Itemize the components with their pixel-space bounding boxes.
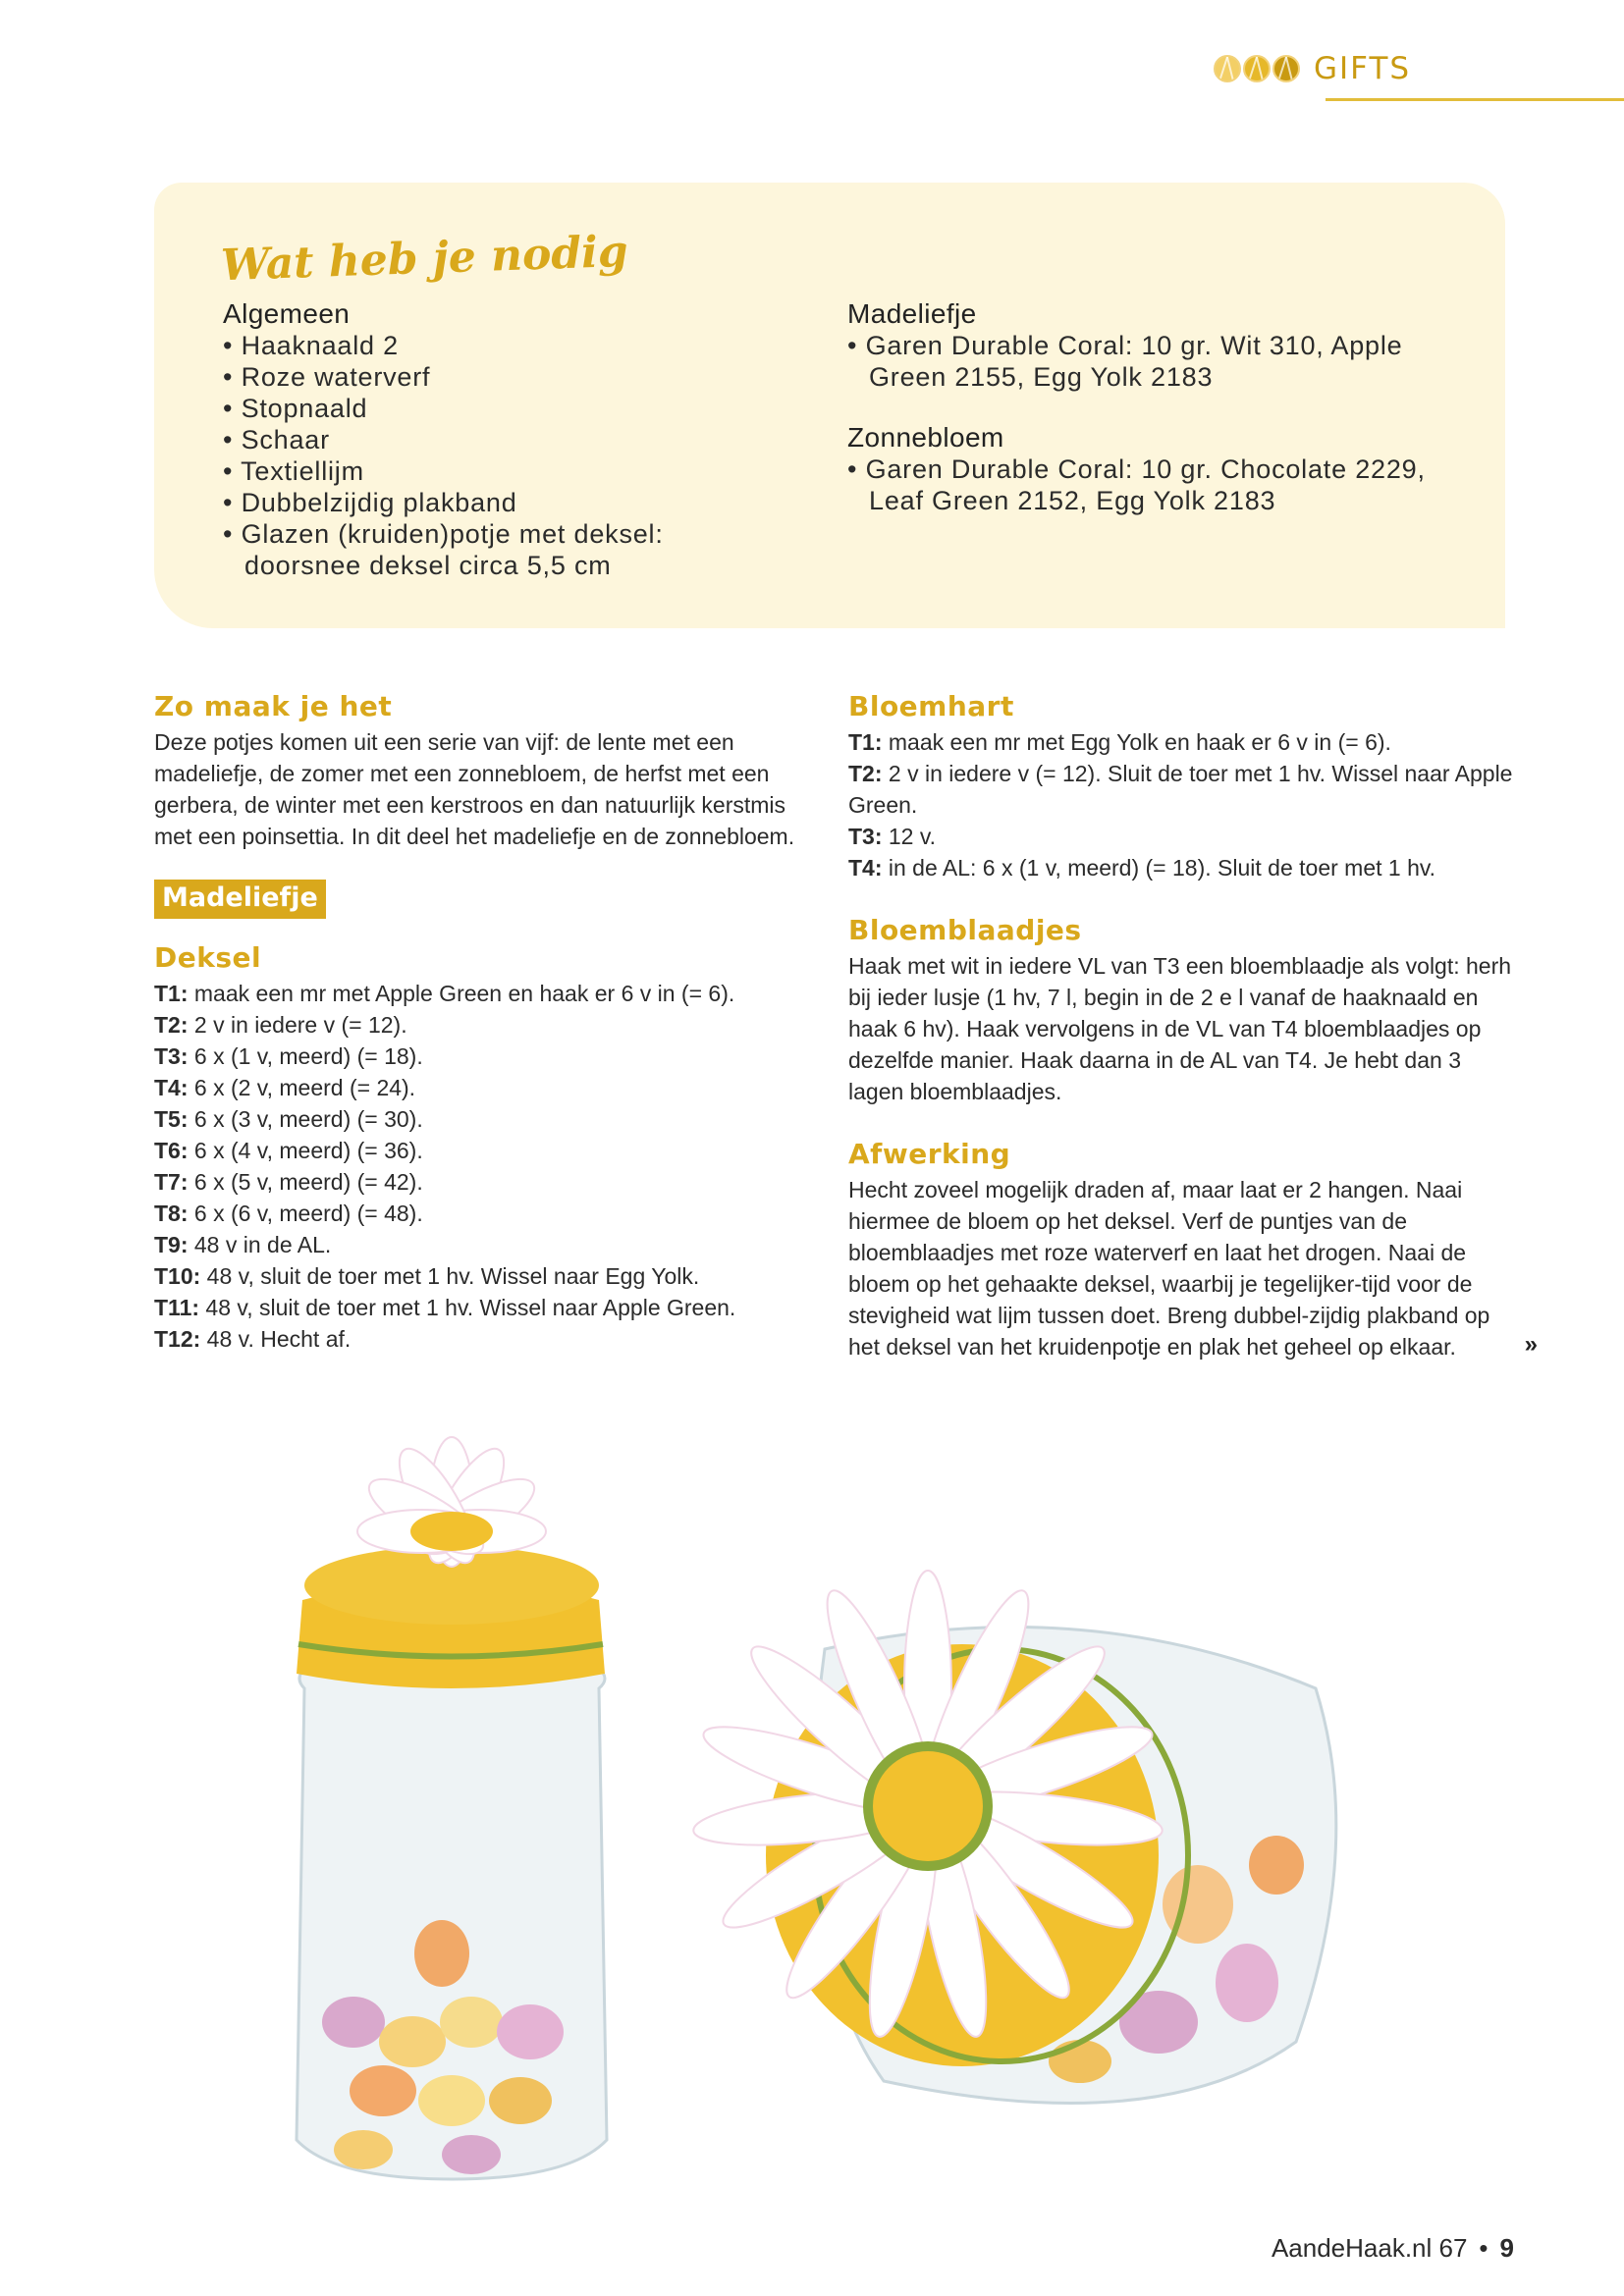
materials-zonnebloem-heading: Zonnebloem: [847, 422, 1004, 453]
materials-item: • Schaar: [223, 424, 733, 455]
materials-item: • Glazen (kruiden)potje met deksel: doorsnee deksel circa 5,5 cm: [223, 518, 733, 581]
jar-photo: [275, 1433, 1571, 2199]
round-label: T1:: [154, 981, 189, 1006]
bloemblaadjes-text: Haak met wit in iedere VL van T3 een bloemblaadje als volgt: herh bij ieder lusje (1 hv, 7 l, begin in de 2 e l vanaf de haaknaald en haak 6 hv). Haak vervolgens in de VL van T4 bloemblaadjes op dezelfde manier. Haak daarna in de AL van T4. Je hebt dan 3 lagen bloemblaadjes.: [848, 953, 1512, 1104]
round-label: T8:: [154, 1201, 189, 1226]
round-label: T4:: [848, 855, 883, 881]
round-text: in de AL: 6 x (1 v, meerd) (= 18). Sluit de toer met 1 hv.: [882, 855, 1436, 881]
round-label: T9:: [154, 1232, 189, 1257]
page-number: 9: [1499, 2233, 1514, 2263]
materials-box: [154, 183, 1505, 628]
round-row: [154, 1260, 822, 1292]
materials-general: [223, 298, 733, 581]
footer-site: AandeHaak.nl 67: [1271, 2233, 1468, 2263]
continue-icon: »: [1524, 1331, 1538, 1358]
materials-item: • Stopnaald: [223, 393, 733, 424]
round-label: T10:: [154, 1263, 201, 1289]
afwerking-text: Hecht zoveel mogelijk draden af, maar laat er 2 hangen. Naai hiermee de bloem op het deksel. Verf de puntjes van de bloemblaadjes met roze waterverf en laat het drogen. Naai de bloem op het gehaakte deksel, waarbij je tegelijker-tijd voor de stevigheid wat lijm tussen doet. Breng dubbel-zijdig plakband op het deksel van het kruidenpotje en plak het geheel op elkaar.: [848, 1177, 1490, 1360]
round-row: [154, 1009, 822, 1041]
round-row: [154, 978, 822, 1009]
round-label: T5:: [154, 1106, 189, 1132]
materials-item: • Garen Durable Coral: 10 gr. Wit 310, Apple Green 2155, Egg Yolk 2183: [847, 330, 1456, 393]
left-column: [154, 687, 822, 1355]
materials-item: • Roze waterverf: [223, 361, 733, 393]
round-text: 6 x (3 v, meerd) (= 30).: [188, 1106, 423, 1132]
round-text: 6 x (6 v, meerd) (= 48).: [188, 1201, 423, 1226]
madeliefje-badge: Madeliefje: [154, 880, 326, 919]
round-label: T12:: [154, 1326, 201, 1352]
round-row: [154, 1103, 822, 1135]
round-text: 48 v. Hecht af.: [200, 1326, 352, 1352]
yarn-ball-icon: [1214, 55, 1241, 82]
round-label: T3:: [848, 824, 883, 849]
round-row: [154, 1135, 822, 1166]
tilted-jar: [691, 1571, 1336, 2104]
round-text: 2 v in iedere v (= 12). Sluit de toer met 1 hv. Wissel naar Apple Green.: [848, 761, 1513, 818]
round-label: T7:: [154, 1169, 189, 1195]
round-row: [154, 1292, 822, 1323]
round-row: [154, 1323, 822, 1355]
materials-item: • Textiellijm: [223, 455, 733, 487]
materials-title: Wat heb je nodig: [220, 226, 629, 292]
afwerking-block: [848, 1174, 1538, 1362]
round-row: [848, 726, 1516, 758]
intro-text: Deze potjes komen uit een serie van vijf: de lente met een madeliefje, de zomer met een zonnebloem, de herfst met een gerbera, de winter met een kerstroos en dan natuurlijk kerstmis met een poinsettia. In dit deel het madeliefje en de zonnebloem.: [154, 729, 795, 849]
bloemhart-heading: Bloemhart: [848, 690, 1014, 722]
footer-separator: •: [1479, 2233, 1489, 2263]
deksel-rows: [154, 978, 822, 1355]
materials-yarn: [847, 298, 1456, 516]
round-label: T11:: [154, 1295, 200, 1320]
upright-jar: [297, 1437, 607, 2179]
materials-madeliefje-heading: Madeliefje: [847, 298, 977, 329]
round-label: T3:: [154, 1043, 189, 1069]
round-label: T4:: [154, 1075, 189, 1100]
section-label: GIFTS: [1314, 51, 1412, 86]
page-footer: [1272, 2233, 1514, 2264]
round-row: [154, 1072, 822, 1103]
header-rule: [1326, 98, 1624, 101]
afwerking-heading: Afwerking: [848, 1138, 1011, 1170]
round-label: T6:: [154, 1138, 189, 1163]
round-label: T2:: [154, 1012, 189, 1038]
round-text: maak een mr met Egg Yolk en haak er 6 v in (= 6).: [882, 729, 1391, 755]
round-label: T1:: [848, 729, 883, 755]
round-text: 2 v in iedere v (= 12).: [188, 1012, 407, 1038]
yarn-ball-icon: [1272, 55, 1300, 82]
materials-item: • Dubbelzijdig plakband: [223, 487, 733, 518]
yarn-balls-icon: [1214, 55, 1300, 82]
round-text: 6 x (2 v, meerd (= 24).: [188, 1075, 416, 1100]
round-row: [154, 1166, 822, 1198]
round-label: T2:: [848, 761, 883, 786]
yarn-ball-icon: [1243, 55, 1271, 82]
round-row: [154, 1198, 822, 1229]
round-row: [154, 1041, 822, 1072]
round-text: 48 v, sluit de toer met 1 hv. Wissel naar Egg Yolk.: [200, 1263, 700, 1289]
round-text: 48 v in de AL.: [188, 1232, 332, 1257]
right-column: [848, 687, 1538, 1362]
round-text: 6 x (5 v, meerd) (= 42).: [188, 1169, 423, 1195]
round-text: 6 x (1 v, meerd) (= 18).: [188, 1043, 423, 1069]
round-text: 48 v, sluit de toer met 1 hv. Wissel naar Apple Green.: [199, 1295, 736, 1320]
materials-item: • Haaknaald 2: [223, 330, 733, 361]
intro-heading: Zo maak je het: [154, 690, 393, 722]
round-row: [848, 758, 1516, 821]
section-header: [1214, 51, 1411, 86]
materials-item: • Garen Durable Coral: 10 gr. Chocolate 2229, Leaf Green 2152, Egg Yolk 2183: [847, 454, 1456, 516]
round-row: [848, 821, 1516, 852]
materials-general-heading: Algemeen: [223, 298, 351, 329]
round-text: maak een mr met Apple Green en haak er 6 v in (= 6).: [188, 981, 735, 1006]
bloemblaadjes-heading: Bloemblaadjes: [848, 914, 1082, 946]
round-row: [848, 852, 1516, 883]
deksel-heading: Deksel: [154, 941, 262, 974]
round-row: [154, 1229, 822, 1260]
round-text: 12 v.: [882, 824, 937, 849]
round-text: 6 x (4 v, meerd) (= 36).: [188, 1138, 423, 1163]
